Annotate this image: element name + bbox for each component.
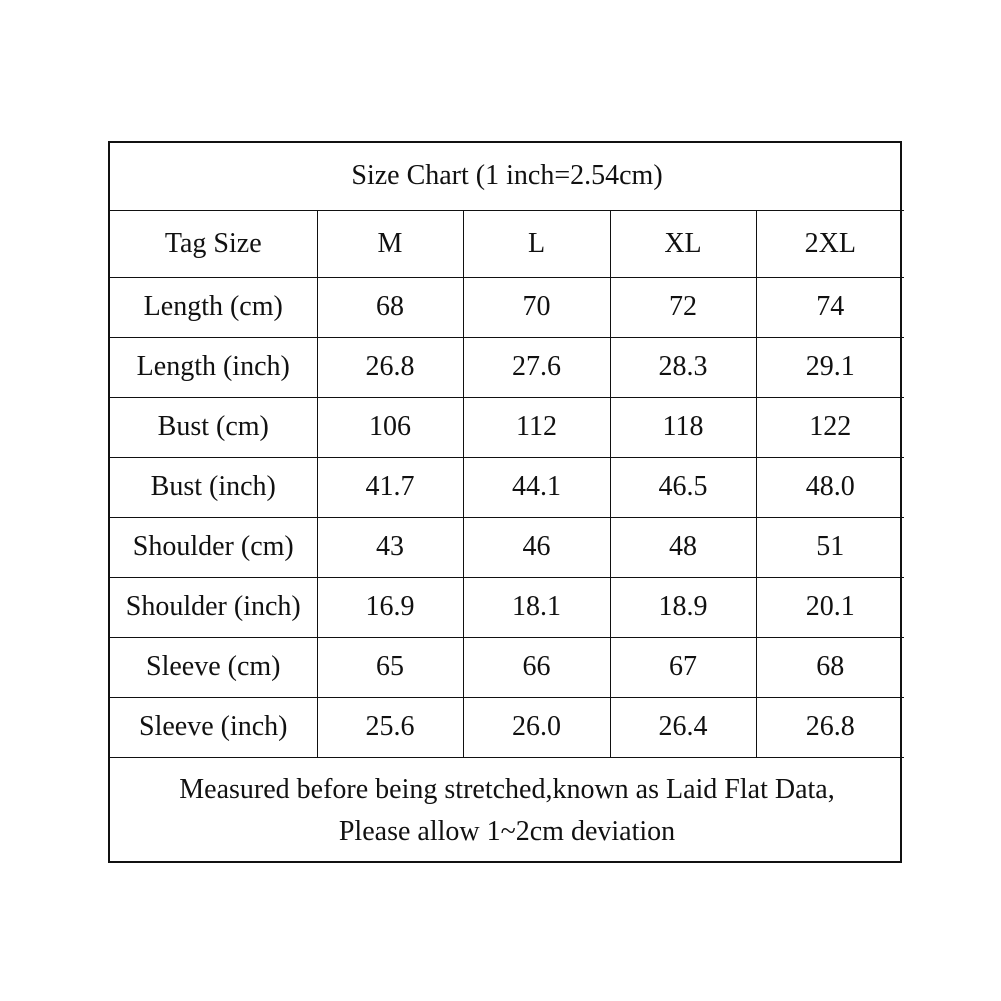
table-cell: 72 xyxy=(610,277,756,337)
size-header-2xl: 2XL xyxy=(756,210,904,277)
table-cell: 26.0 xyxy=(463,697,610,757)
table-cell: 112 xyxy=(463,397,610,457)
row-label: Sleeve (cm) xyxy=(110,637,317,697)
table-cell: 43 xyxy=(317,517,463,577)
table-cell: 48.0 xyxy=(756,457,904,517)
table-row xyxy=(110,277,904,337)
table-cell: 18.9 xyxy=(610,577,756,637)
table-row xyxy=(110,457,904,517)
table-cell: 48 xyxy=(610,517,756,577)
table-cell: 70 xyxy=(463,277,610,337)
row-label: Length (inch) xyxy=(110,337,317,397)
chart-title: Size Chart (1 inch=2.54cm) xyxy=(110,143,904,210)
table-cell: 41.7 xyxy=(317,457,463,517)
footer-note xyxy=(110,757,904,864)
table-cell: 18.1 xyxy=(463,577,610,637)
footer-row xyxy=(110,757,904,864)
table-cell: 68 xyxy=(317,277,463,337)
size-header-m: M xyxy=(317,210,463,277)
table-row xyxy=(110,517,904,577)
footer-line-2: Please allow 1~2cm deviation xyxy=(338,815,676,847)
table-cell: 46.5 xyxy=(610,457,756,517)
table-cell: 122 xyxy=(756,397,904,457)
table-row xyxy=(110,337,904,397)
row-label: Bust (inch) xyxy=(110,457,317,517)
size-header-l: L xyxy=(463,210,610,277)
table-cell: 29.1 xyxy=(756,337,904,397)
header-label: Tag Size xyxy=(110,210,317,277)
table-cell: 26.4 xyxy=(610,697,756,757)
table-cell: 25.6 xyxy=(317,697,463,757)
title-row xyxy=(110,143,904,210)
size-chart xyxy=(108,141,902,863)
row-label: Shoulder (cm) xyxy=(110,517,317,577)
row-label: Length (cm) xyxy=(110,277,317,337)
row-label: Bust (cm) xyxy=(110,397,317,457)
table-row xyxy=(110,637,904,697)
table-cell: 46 xyxy=(463,517,610,577)
row-label: Sleeve (inch) xyxy=(110,697,317,757)
size-chart-table xyxy=(110,143,904,864)
table-cell: 51 xyxy=(756,517,904,577)
table-row xyxy=(110,697,904,757)
table-cell: 67 xyxy=(610,637,756,697)
table-cell: 26.8 xyxy=(756,697,904,757)
footer-line-1: Measured before being stretched,known as Laid Flat Data, xyxy=(179,773,835,805)
table-cell: 27.6 xyxy=(463,337,610,397)
table-cell: 106 xyxy=(317,397,463,457)
table-row xyxy=(110,577,904,637)
header-row xyxy=(110,210,904,277)
table-cell: 68 xyxy=(756,637,904,697)
table-cell: 66 xyxy=(463,637,610,697)
table-cell: 44.1 xyxy=(463,457,610,517)
row-label: Shoulder (inch) xyxy=(110,577,317,637)
table-cell: 28.3 xyxy=(610,337,756,397)
table-cell: 16.9 xyxy=(317,577,463,637)
size-header-xl: XL xyxy=(610,210,756,277)
table-cell: 118 xyxy=(610,397,756,457)
table-cell: 74 xyxy=(756,277,904,337)
table-cell: 26.8 xyxy=(317,337,463,397)
table-row xyxy=(110,397,904,457)
table-cell: 20.1 xyxy=(756,577,904,637)
table-cell: 65 xyxy=(317,637,463,697)
